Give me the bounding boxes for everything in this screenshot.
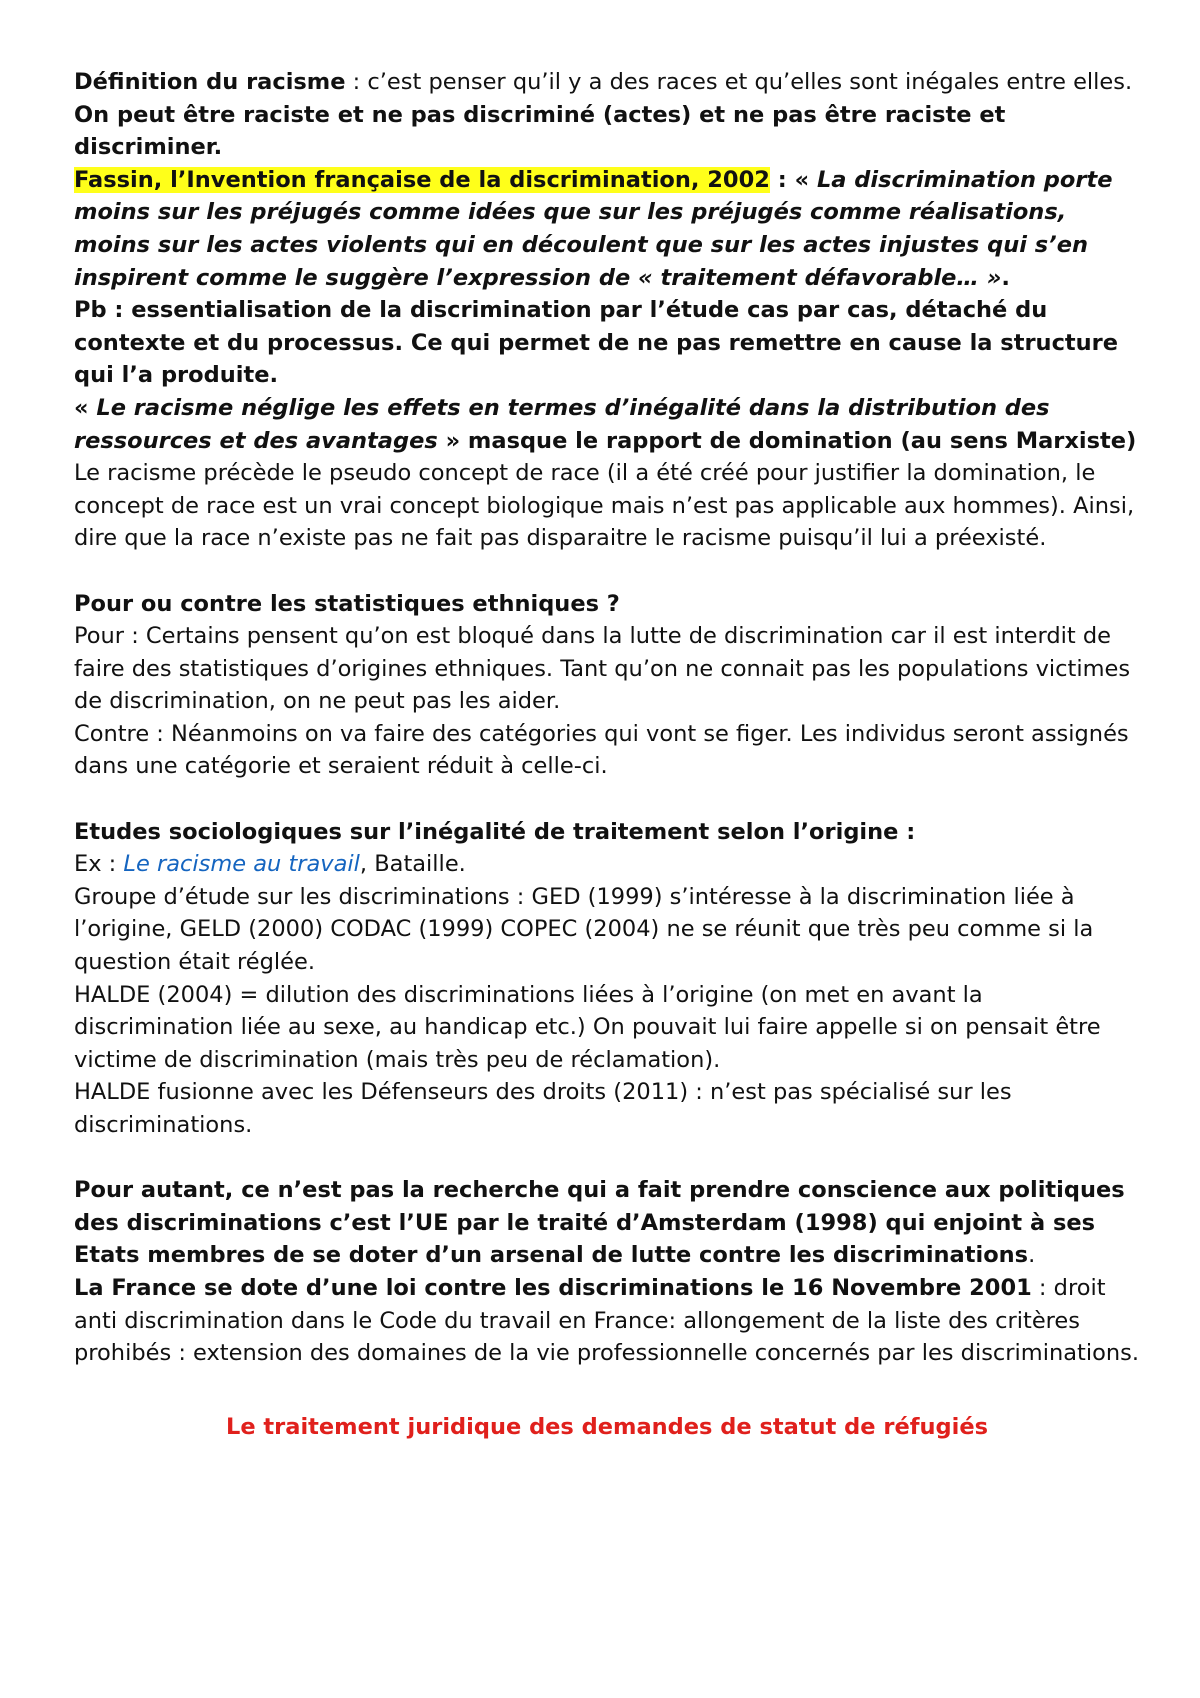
text-span-bold: » masque le rapport de domination (au sens Marxiste) [437, 427, 1137, 454]
text-span: : c’est penser qu’il y a des races et qu’elles sont inégales entre elles. [345, 69, 1133, 95]
heading-text: Pour ou contre les statistiques ethniques ? [74, 590, 620, 617]
paragraph-france-law [74, 1272, 1140, 1370]
paragraph-example [74, 848, 1140, 881]
text-span: Groupe d’étude sur les discriminations : GED (1999) s’intéresse à la discrimination liée à l’origine, GELD (2000) CODAC (1999) COPEC (2004) ne se réunit que très peu comme si la question était réglée. [74, 883, 1094, 976]
heading-sociological-studies [74, 816, 1140, 849]
paragraph-study-groups [74, 881, 1140, 979]
text-span: Ex : [74, 851, 124, 878]
section-title-text: Le traitement juridique des demandes de statut de réfugiés [225, 1414, 988, 1441]
paragraph-race-concept [74, 457, 1140, 555]
text-span: HALDE (2004) = dilution des discriminations liées à l’origine (on met en avant la discrimination liée au sexe, au handicap etc.) On pouvait lui faire appelle si on pensait être victime de discrimination (mais très peu de réclamation). [74, 981, 1101, 1073]
paragraph-eu-amsterdam [74, 1174, 1140, 1272]
text-span-bold: Pb : essentialisation de la discrimination par l’étude cas par cas, détaché du contexte et du processus. Ce qui permet de ne pas remettre en cause la structure qui l’a produite. [74, 297, 1119, 389]
text-span: . [1028, 1242, 1036, 1269]
paragraph-contre [74, 718, 1140, 783]
section-title [74, 1411, 1140, 1444]
highlighted-reference: Fassin, l’Invention française de la discrimination, 2002 [74, 166, 770, 193]
text-span: Le racisme précède le pseudo concept de race (il a été créé pour justifier la domination, le concept de race est un vrai concept biologique mais n’est pas applicable aux hommes). Ainsi, dire que la race n’existe pas ne fait pas disparaitre le racisme puisqu’il lui a préexisté. [74, 460, 1135, 552]
quote-text: Le racisme néglige les effets en termes d’inégalité dans la distribution des ressources et des avantages [74, 394, 1050, 454]
text-span: Contre : Néanmoins on va faire des catégories qui vont se figer. Les individus seront assignés dans une catégorie et seraient réduit à celle-ci. [74, 720, 1129, 780]
blank-line [74, 783, 1140, 816]
heading-text: Etudes sociologiques sur l’inégalité de traitement selon l’origine : [74, 818, 916, 845]
quote-text: La discrimination porte moins sur les préjugés comme idées que sur les préjugés comme réalisations, moins sur les actes violents qui en découlent que sur les actes injustes qui s’en inspirent comme le suggère l’expression de « traitement défavorable… » [74, 166, 1113, 291]
text-span-bold: La France se dote d’une loi contre les discriminations le 16 Novembre 2001 [74, 1274, 1032, 1301]
heading-ethnic-statistics [74, 588, 1140, 621]
text-span: HALDE fusionne avec les Défenseurs des droits (2011) : n’est pas spécialisé sur les discriminations. [74, 1079, 1012, 1138]
blank-line [74, 1142, 1140, 1175]
book-link[interactable]: Le racisme au travail [123, 851, 360, 878]
text-span-bold: On peut être raciste et ne pas discriminé (actes) et ne pas être raciste et discriminer. [74, 101, 1006, 161]
blank-line [74, 555, 1140, 588]
paragraph-fassin-quote [74, 164, 1140, 294]
blank-line [74, 1370, 1140, 1403]
paragraph-pour [74, 620, 1140, 718]
paragraph-halde-merge [74, 1076, 1140, 1141]
paragraph-racism-definition [74, 66, 1140, 164]
text-span-bold: : « [769, 166, 817, 193]
text-span-bold: Pour autant, ce n’est pas la recherche qui a fait prendre conscience aux politiques des discriminations c’est l’UE par le traité d’Amsterdam (1998) qui enjoint à ses Etats membres de se doter d’un arsenal de lutte contre les discriminations [74, 1177, 1125, 1269]
document-page [74, 66, 1140, 1444]
paragraph-racism-quote [74, 392, 1140, 457]
text-span: Pour : Certains pensent qu’on est bloqué dans la lutte de discrimination car il est interdit de faire des statistiques d’origines ethniques. Tant qu’on ne connait pas les populations victimes de discrimination, on ne peut pas les aider. [74, 623, 1131, 715]
paragraph-problem [74, 294, 1140, 392]
text-span-bold: « [74, 394, 97, 421]
text-span: , Bataille. [359, 851, 466, 878]
text-span: : droit anti discrimination dans le Code du travail en France: allongement de la liste des critères prohibés : extension des domaines de la vie professionnelle concernés par les discriminations. [74, 1274, 1139, 1367]
paragraph-halde [74, 979, 1140, 1077]
text-span-bold: . [1001, 264, 1010, 291]
term-definition-racism: Définition du racisme [74, 69, 346, 95]
